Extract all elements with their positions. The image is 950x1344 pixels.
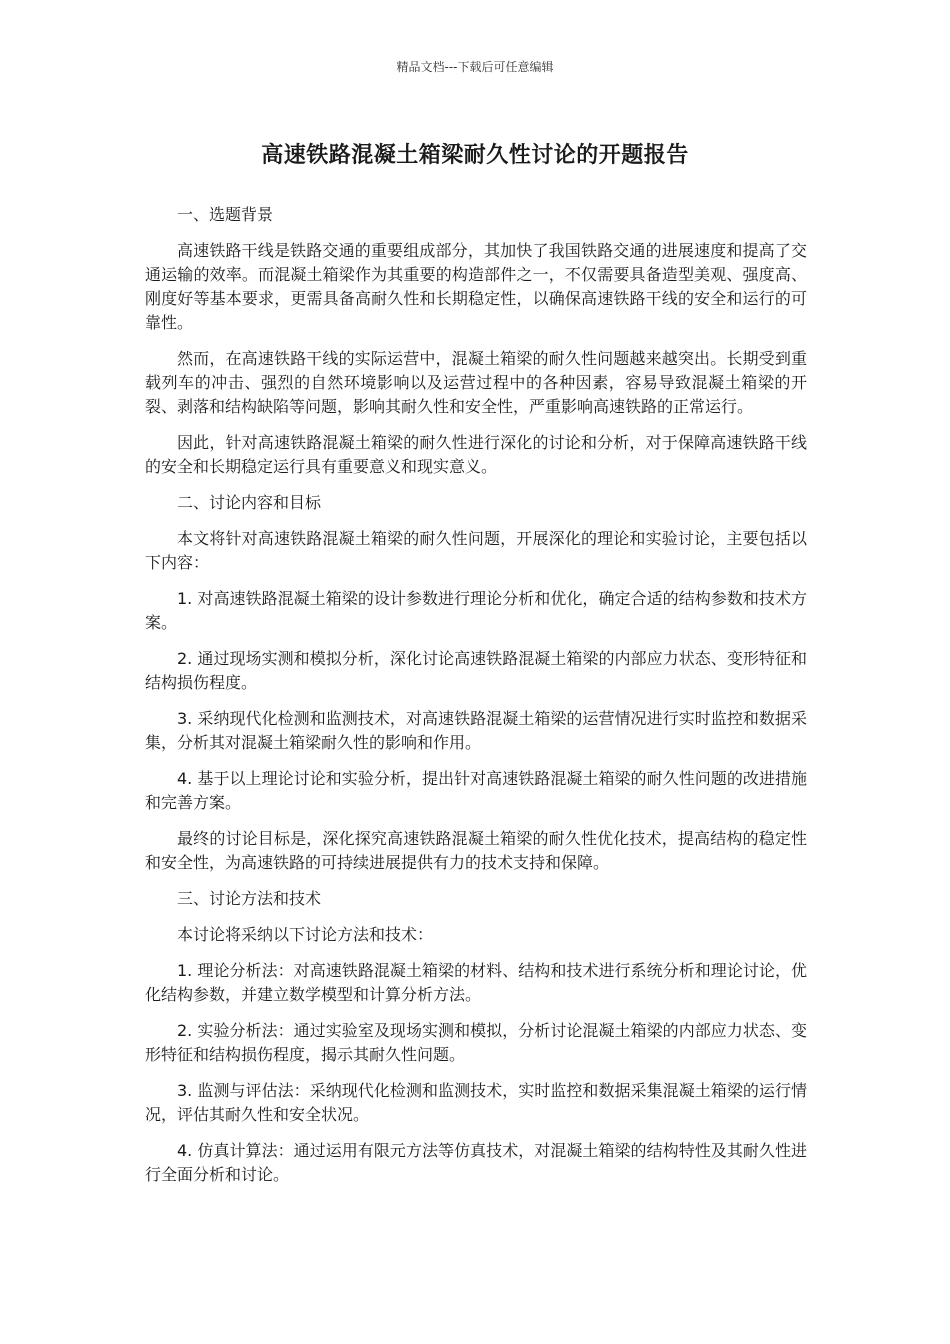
list-item: 1. 理论分析法：对高速铁路混凝土箱梁的材料、结构和技术进行系统分析和理论讨论，优化结构参数，并建立数学模型和计算分析方法。: [145, 961, 807, 1004]
list-item: 2. 实验分析法：通过实验室及现场实测和模拟，分析讨论混凝土箱梁的内部应力状态、变形特征和结构损伤程度，揭示其耐久性问题。: [145, 1021, 807, 1064]
page-header: 精品文档---下载后可任意编辑: [396, 60, 554, 74]
paragraph: 然而，在高速铁路干线的实际运营中，混凝土箱梁的耐久性问题越来越突出。长期受到重载列车的冲击、强烈的自然环境影响以及运营过程中的各种因素，容易导致混凝土箱梁的开裂、剥落和结构缺陷等问题，影响其耐久性和安全性，严重影响高速铁路的正常运行。: [145, 349, 807, 416]
paragraph: 本文将针对高速铁路混凝土箱梁的耐久性问题，开展深化的理论和实验讨论，主要包括以下内容：: [145, 529, 807, 572]
document-body: [145, 203, 807, 1199]
list-item: 1. 对高速铁路混凝土箱梁的设计参数进行理论分析和优化，确定合适的结构参数和技术方案。: [145, 589, 807, 632]
section-heading-methods: 三、讨论方法和技术: [177, 889, 322, 908]
list-item: 4. 基于以上理论讨论和实验分析，提出针对高速铁路混凝土箱梁的耐久性问题的改进措施和完善方案。: [145, 769, 807, 812]
paragraph: 高速铁路干线是铁路交通的重要组成部分，其加快了我国铁路交通的进展速度和提高了交通运输的效率。而混凝土箱梁作为其重要的构造部件之一，不仅需要具备造型美观、强度高、刚度好等基本要求，更需具备高耐久性和长期稳定性，以确保高速铁路干线的安全和运行的可靠性。: [145, 241, 807, 332]
list-item: 3. 监测与评估法：采纳现代化检测和监测技术，实时监控和数据采集混凝土箱梁的运行情况，评估其耐久性和安全状况。: [145, 1081, 807, 1124]
paragraph: 最终的讨论目标是，深化探究高速铁路混凝土箱梁的耐久性优化技术，提高结构的稳定性和安全性，为高速铁路的可持续进展提供有力的技术支持和保障。: [145, 829, 807, 872]
list-item: 3. 采纳现代化检测和监测技术，对高速铁路混凝土箱梁的运营情况进行实时监控和数据采集，分析其对混凝土箱梁耐久性的影响和作用。: [145, 709, 807, 752]
paragraph: 因此，针对高速铁路混凝土箱梁的耐久性进行深化的讨论和分析，对于保障高速铁路干线的安全和长期稳定运行具有重要意义和现实意义。: [145, 433, 807, 476]
section-heading-background: 一、选题背景: [177, 205, 274, 224]
paragraph: 本讨论将采纳以下讨论方法和技术：: [177, 925, 434, 944]
section-heading-content: 二、讨论内容和目标: [177, 493, 322, 512]
list-item: 2. 通过现场实测和模拟分析，深化讨论高速铁路混凝土箱梁的内部应力状态、变形特征和结构损伤程度。: [145, 649, 807, 692]
document-title: 高速铁路混凝土箱梁耐久性讨论的开题报告: [261, 143, 689, 168]
list-item: 4. 仿真计算法：通过运用有限元方法等仿真技术，对混凝土箱梁的结构特性及其耐久性进行全面分析和讨论。: [145, 1141, 807, 1184]
